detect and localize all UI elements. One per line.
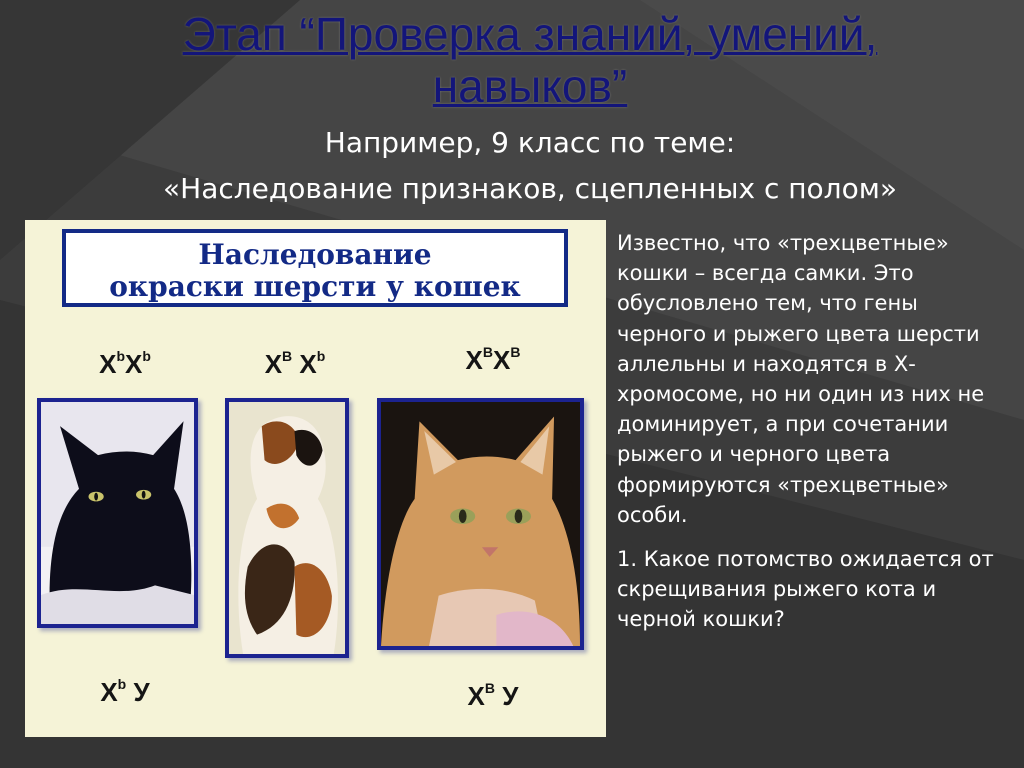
- panel-heading-line2: окраски шерсти у кошек: [109, 270, 521, 303]
- genotype-calico-female: $X^B$ $X^b$: [264, 348, 326, 379]
- explanation-paragraph: Известно, что «трехцветные» кошки – всегда самки. Это обусловлено тем, что гены черного и рыжего цвета шерсти аллельны и находятся в Х-хромосоме, но ни один из них не доминирует, а при сочетании рыжего и черного цвета формируются «трехцветные» особи.: [617, 231, 985, 527]
- explanation-text: [617, 228, 1007, 635]
- genotype-ginger-female: $X^BX^B$: [465, 344, 521, 375]
- black-cat-photo: [37, 398, 198, 628]
- slide-subtitle-2: «Наследование признаков, сцепленных с полом»: [163, 172, 897, 205]
- inheritance-image-panel: [25, 220, 606, 737]
- panel-heading: [62, 229, 568, 307]
- question-text: 1. Какое потомство ожидается от скрещивания рыжего кота и черной кошки?: [617, 547, 994, 632]
- genotype-black-male: $X^b$ У: [100, 676, 150, 707]
- slide-title-line1: Этап “Проверка знаний, умений,: [182, 8, 878, 60]
- ginger-cat-photo: [377, 398, 584, 650]
- genotype-black-female: $X^bX^b$: [99, 348, 151, 379]
- slide-title: [60, 8, 1000, 112]
- genotype-ginger-male: $X^B$ У: [467, 680, 519, 711]
- calico-cat-photo: [225, 398, 349, 658]
- slide-subtitle-1: Например, 9 класс по теме:: [324, 126, 736, 159]
- panel-heading-line1: Наследование: [198, 238, 432, 271]
- slide-title-line2: навыков”: [432, 60, 628, 112]
